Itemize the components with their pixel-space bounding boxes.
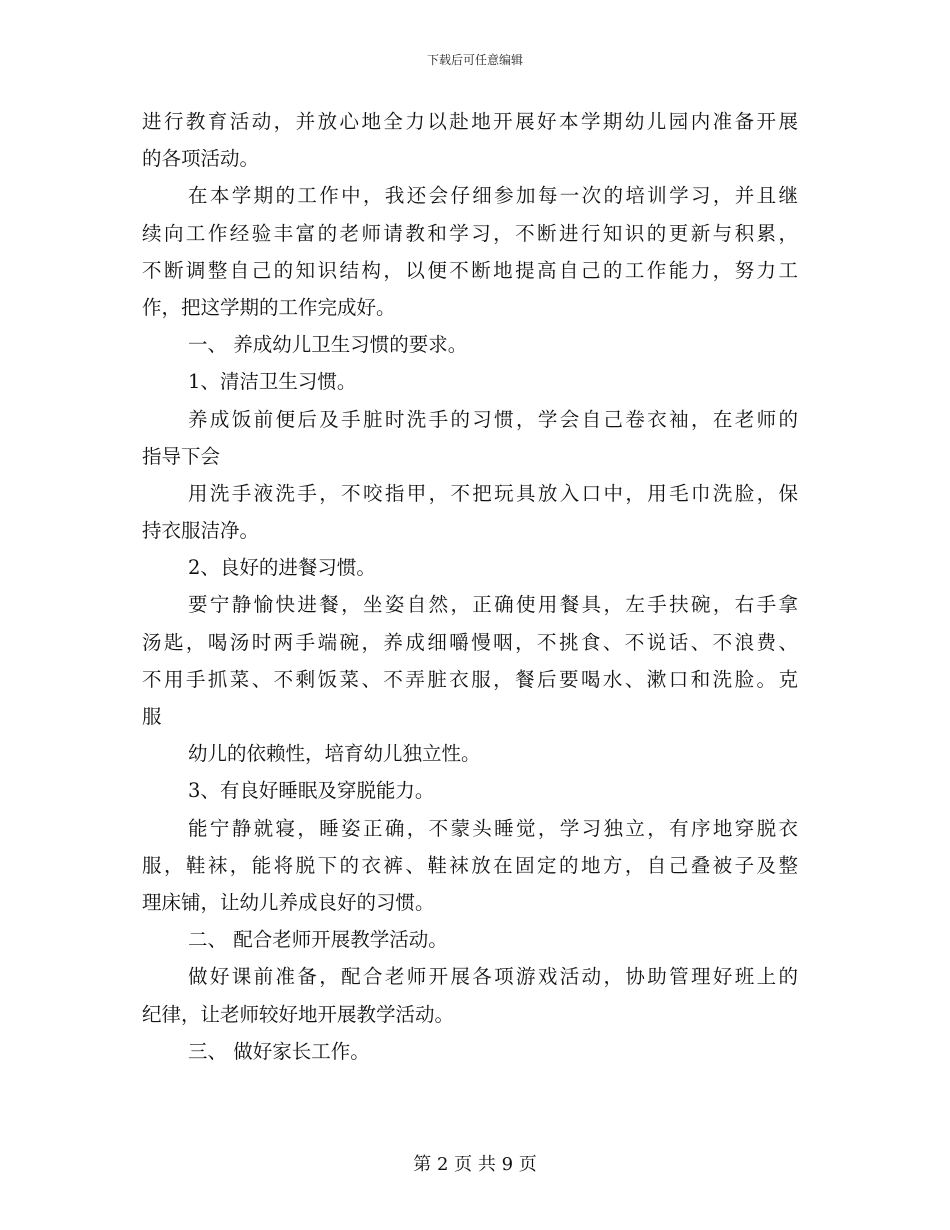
subsection-heading: 3、有良好睡眠及穿脱能力。 (188, 779, 435, 803)
section-heading: 三、 做好家长工作。 (188, 1039, 370, 1063)
section-heading: 二、 配合老师开展教学活动。 (188, 928, 448, 952)
section-heading: 一、 养成幼儿卫生习惯的要求。 (188, 333, 468, 357)
subsection-heading: 2、良好的进餐习惯。 (188, 556, 376, 580)
page-header: 下载后可任意编辑 (426, 53, 523, 67)
text-line: 续向工作经验丰富的老师请教和学习，不断进行知识的更新与积累， (142, 221, 798, 245)
document-body (142, 103, 798, 1070)
text-line: 纪律，让老师较好地开展教学活动。 (142, 1002, 455, 1026)
text-line: 进行教育活动，并放心地全力以赴地开展好本学期幼儿园内准备开展 (142, 110, 798, 133)
text-line: 能宁静就寝，睡姿正确，不蒙头睡觉，学习独立，有序地穿脱衣 (188, 816, 798, 840)
text-line: 服 (142, 705, 162, 728)
text-line: 指导下会 (142, 444, 221, 468)
text-line: 幼儿的依赖性，培育幼儿独立性。 (188, 742, 481, 766)
page-number: 第 2 页 共 9 页 (413, 1154, 537, 1175)
text-line: 汤匙，喝汤时两手端碗，养成细嚼慢咽，不挑食、不说话、不浪费、 (142, 630, 798, 654)
text-line: 服，鞋袜，能将脱下的衣裤、鞋袜放在固定的地方，自己叠被子及整 (142, 853, 798, 877)
text-line: 做好课前准备，配合老师开展各项游戏活动，协助管理好班上的 (188, 965, 798, 989)
text-line: 用洗手液洗手，不咬指甲，不把玩具放入口中，用毛巾洗脸，保 (188, 481, 798, 505)
text-line: 要宁静愉快进餐，坐姿自然，正确使用餐具，左手扶碗，右手拿 (188, 593, 798, 617)
text-line: 不用手抓菜、不剩饭菜、不弄脏衣服，餐后要喝水、漱口和洗脸。克 (142, 667, 798, 691)
text-line: 理床铺，让幼儿养成良好的习惯。 (142, 890, 435, 914)
text-line: 在本学期的工作中，我还会仔细参加每一次的培训学习，并且继 (188, 184, 798, 208)
text-line: 不断调整自己的知识结构，以便不断地提高自己的工作能力，努力工 (142, 258, 798, 282)
text-line: 的各项活动。 (142, 147, 260, 171)
subsection-heading: 1、清洁卫生习惯。 (188, 370, 357, 394)
text-line: 持衣服洁净。 (142, 519, 260, 543)
text-line: 作，把这学期的工作完成好。 (142, 295, 396, 319)
text-line: 养成饭前便后及手脏时洗手的习惯，学会自己卷衣袖，在老师的 (188, 407, 798, 431)
